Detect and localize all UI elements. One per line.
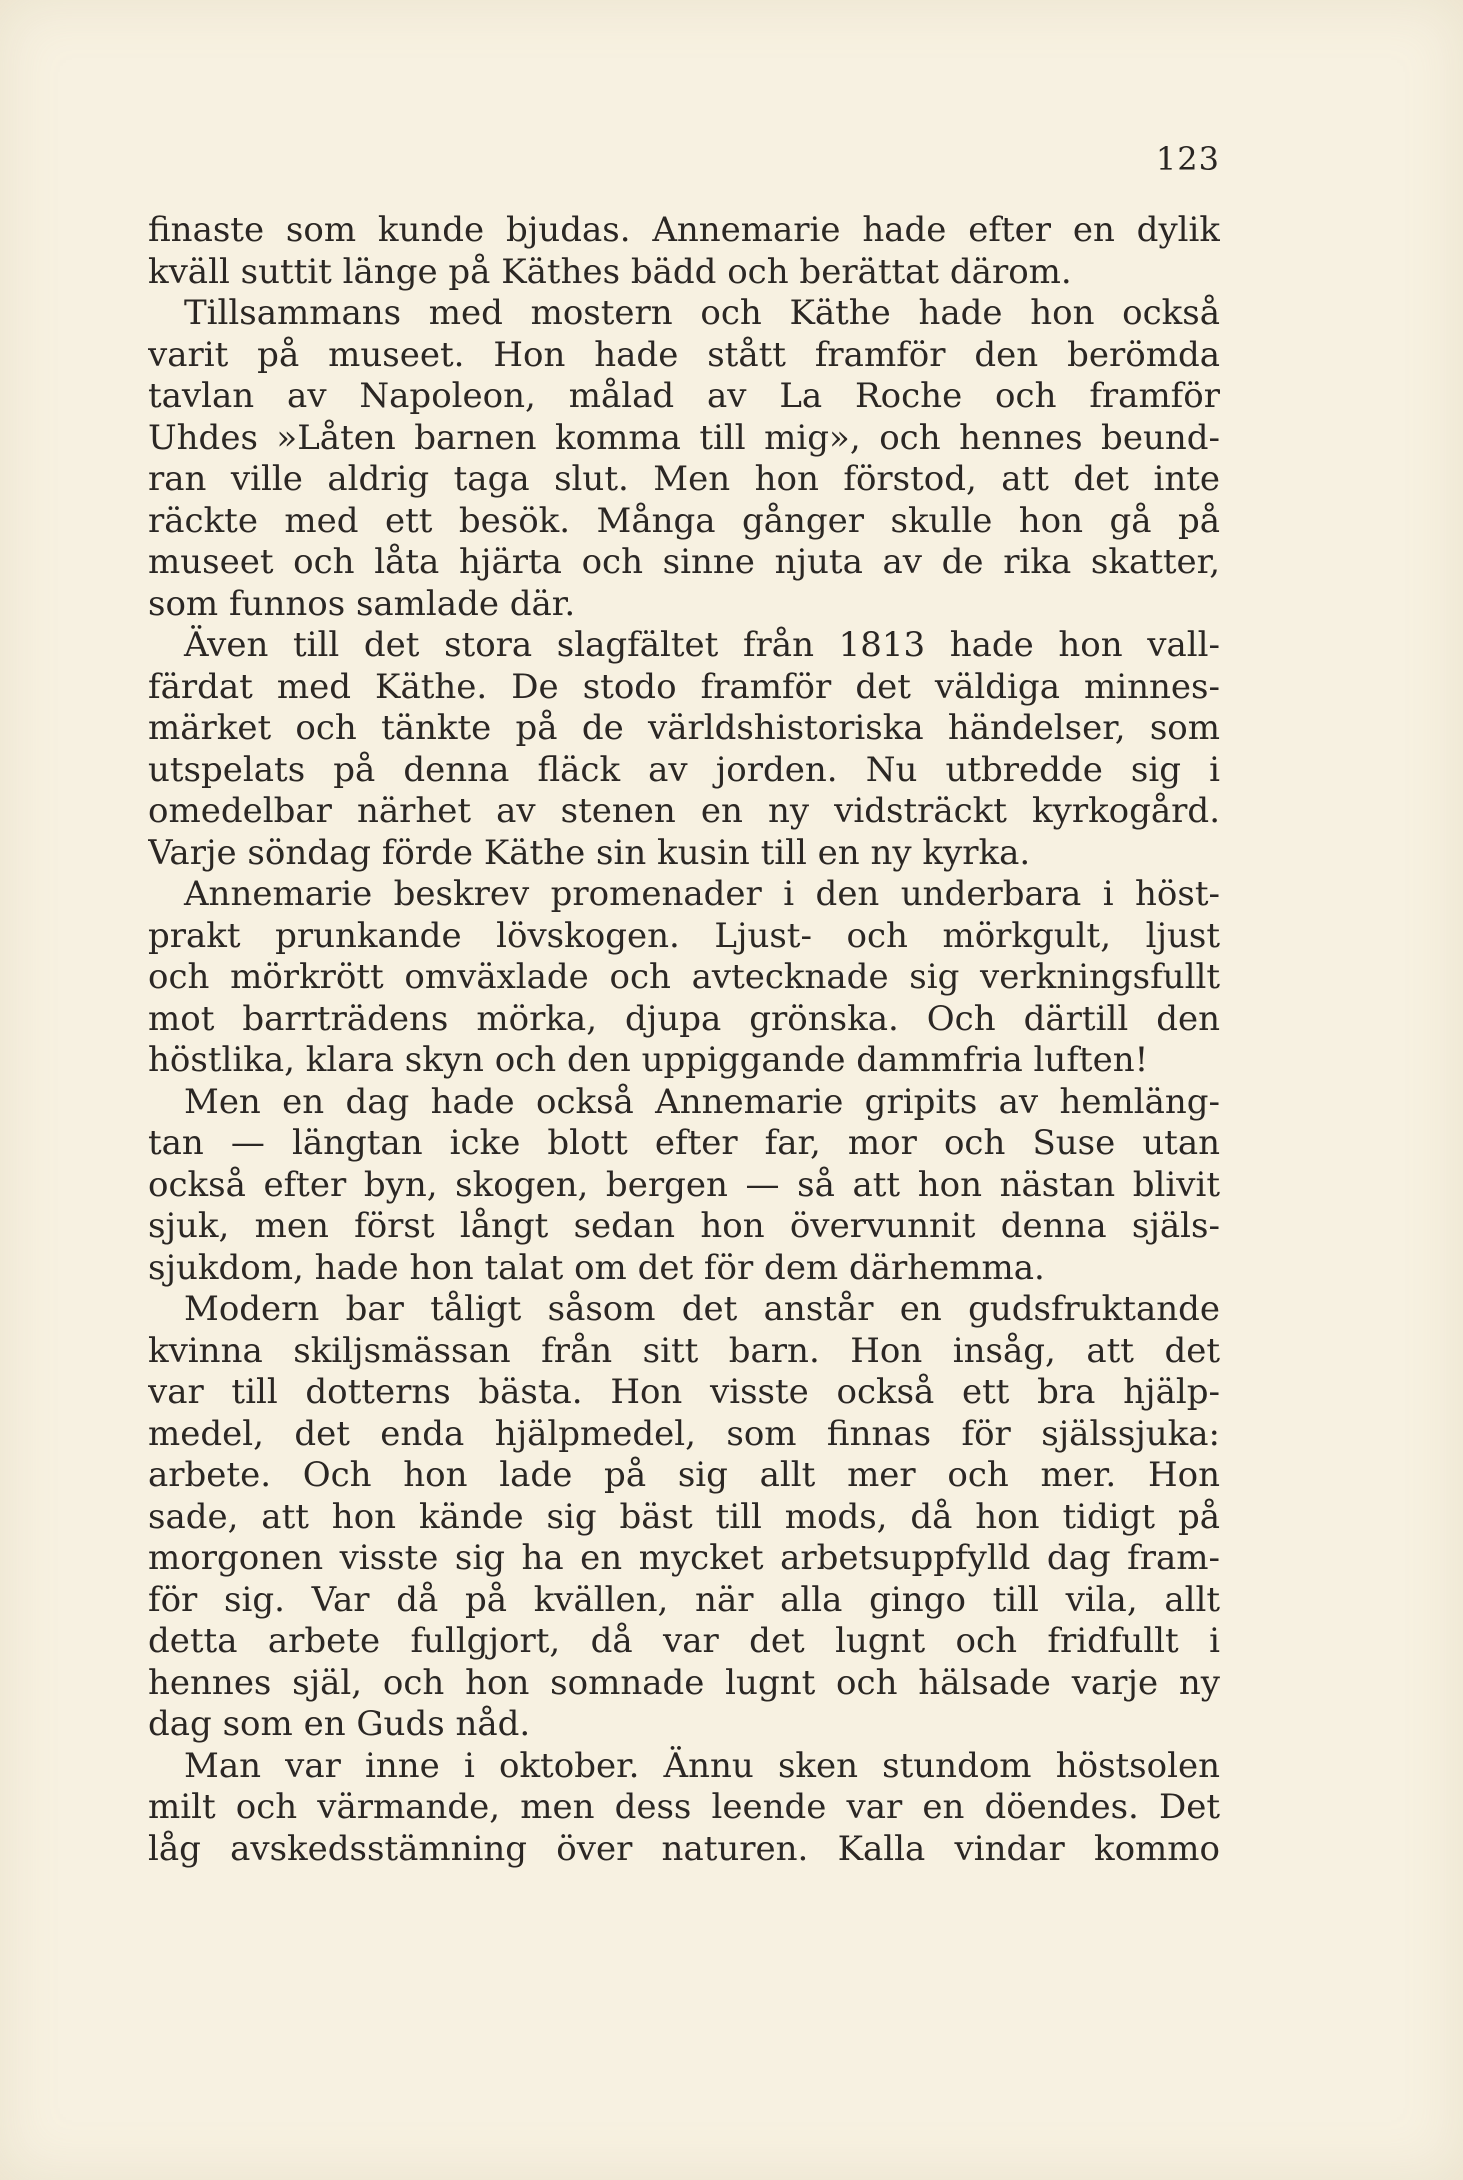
text-line: sjukdom, hade hon talat om det för dem därhemma. [148, 1247, 1045, 1288]
text-line: Modern bar tåligt såsom det anstår en gudsfruktande [184, 1289, 1220, 1329]
text-line: morgonen visste sig ha en mycket arbetsuppfylld dag fram- [148, 1538, 1220, 1578]
text-line: låg avskedsstämning över naturen. Kalla vindar kommo [148, 1828, 1220, 1869]
text-line: för sig. Var då på kvällen, när alla gingo till vila, allt [148, 1579, 1220, 1620]
text-line: Men en dag hade också Annemarie gripits av hemläng- [184, 1081, 1220, 1122]
paragraph [148, 625, 1220, 874]
text-line: Man var inne i oktober. Ännu sken stundom höstsolen [184, 1745, 1220, 1786]
text-line: märket och tänkte på de världshistoriska händelser, som [148, 708, 1220, 748]
text-line: tan — längtan icke blott efter far, mor och Suse utan [148, 1123, 1220, 1163]
text-line: kväll suttit länge på Käthes bädd och berättat därom. [148, 251, 1072, 292]
text-line: milt och värmande, men dess leende var en döendes. Det [148, 1787, 1220, 1827]
text-line: Även till det stora slagfältet från 1813 hade hon vall- [184, 625, 1220, 665]
paragraph [148, 210, 1220, 293]
text-line: prakt prunkande lövskogen. Ljust- och mörkgult, ljust [148, 915, 1220, 956]
text-line: mot barrträdens mörka, djupa grönska. Och därtill den [148, 998, 1220, 1039]
text-line: Annemarie beskrev promenader i den underbara i höst- [184, 874, 1220, 914]
text-line: museet och låta hjärta och sinne njuta av de rika skatter, [148, 542, 1220, 582]
text-line: medel, det enda hjälpmedel, som finnas för själssjuka: [148, 1413, 1220, 1454]
text-line: hennes själ, och hon somnade lugnt och hälsade varje ny [148, 1662, 1220, 1703]
text-line: var till dotterns bästa. Hon visste också ett bra hjälp- [148, 1372, 1220, 1412]
text-line: utspelats på denna fläck av jorden. Nu utbredde sig i [148, 749, 1220, 790]
paragraph [148, 874, 1220, 1082]
text-line: tavlan av Napoleon, målad av La Roche och framför [148, 376, 1220, 416]
text-line: arbete. Och hon lade på sig allt mer och mer. Hon [148, 1455, 1220, 1495]
text-line: finaste som kunde bjudas. Annemarie hade efter en dylik [148, 210, 1220, 250]
text-line: sjuk, men först långt sedan hon övervunnit denna själs- [148, 1206, 1220, 1246]
text-line: kvinna skiljsmässan från sitt barn. Hon insåg, att det [148, 1330, 1220, 1371]
text-line: höstlika, klara skyn och den uppiggande dammfria luften! [148, 1040, 1149, 1080]
paragraph [148, 1746, 1220, 1871]
paragraph [148, 293, 1220, 625]
text-line: varit på museet. Hon hade stått framför den berömda [148, 334, 1220, 375]
text-line: räckte med ett besök. Många gånger skulle hon gå på [148, 500, 1220, 541]
paragraph [148, 1289, 1220, 1746]
text-line: sade, att hon kände sig bäst till mods, då hon tidigt på [148, 1496, 1220, 1537]
page-number: 123 [1155, 140, 1220, 178]
text-line: Tillsammans med mostern och Käthe hade hon också [184, 293, 1220, 333]
paragraph [148, 1082, 1220, 1290]
text-line: som funnos samlade där. [148, 583, 576, 624]
text-line: Varje söndag förde Käthe sin kusin till en ny kyrka. [148, 832, 1031, 873]
body-text [148, 210, 1220, 1870]
text-line: detta arbete fullgjort, då var det lugnt och fridfullt i [148, 1621, 1220, 1661]
text-line: och mörkrött omväxlade och avtecknade sig verkningsfullt [148, 957, 1220, 997]
text-line: också efter byn, skogen, bergen — så att hon nästan blivit [148, 1164, 1220, 1205]
text-line: omedelbar närhet av stenen en ny vidsträckt kyrkogård. [148, 791, 1220, 831]
text-line: ran ville aldrig taga slut. Men hon förstod, att det inte [148, 459, 1220, 499]
text-line: dag som en Guds nåd. [148, 1704, 531, 1744]
text-line: Uhdes »Låten barnen komma till mig», och hennes beund- [148, 417, 1220, 458]
text-line: färdat med Käthe. De stodo framför det väldiga minnes- [148, 666, 1220, 707]
